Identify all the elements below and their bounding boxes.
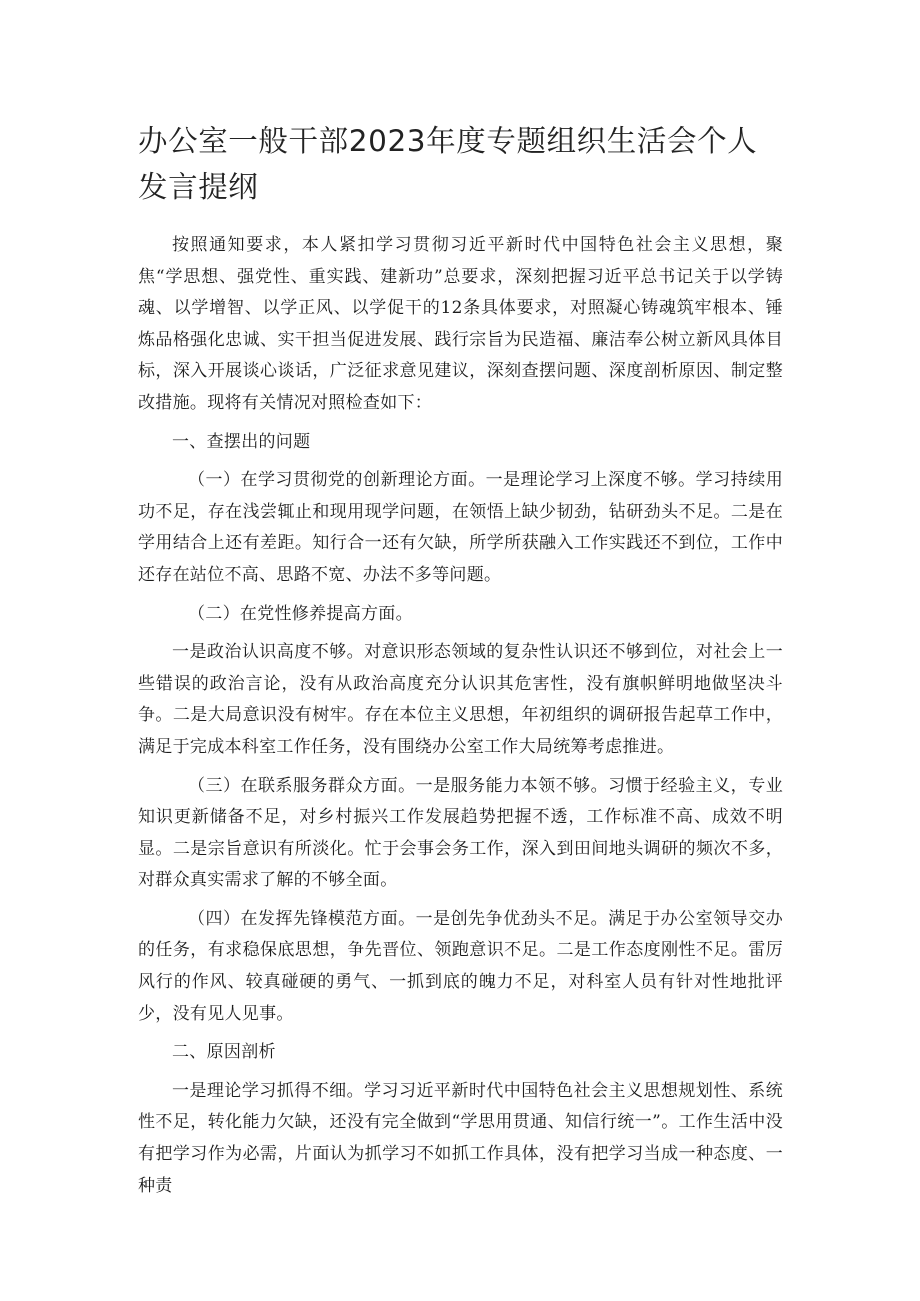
- problem-item-3: （三）在联系服务群众方面。一是服务能力本领不够。习惯于经验主义，专业知识更新储备不足，对乡村振兴工作发展趋势把握不透，工作标准不高、成效不明显。二是宗旨意识有所淡化。忙于会事会务工作，深入到田间地头调研的频次不多，对群众真实需求了解的不够全面。: [138, 775, 783, 891]
- section-heading-causes: 二、原因剖析: [172, 1042, 276, 1063]
- problem-item-4: （四）在发挥先锋模范方面。一是创先争优劲头不足。满足于办公室领导交办的任务，有求稳保底思想，争先晋位、领跑意识不足。二是工作态度刚性不足。雷厉风行的作风、较真碰硬的勇气、一抓到底的魄力不足，对科室人员有针对性地批评少，没有见人见事。: [138, 908, 783, 1024]
- problem-item-2: 一是政治认识高度不够。对意识形态领域的复杂性认识还不够到位，对社会上一些错误的政治言论，没有从政治高度充分认识其危害性，没有旗帜鲜明地做坚决斗争。二是大局意识没有树牢。存在本位主义思想，年初组织的调研报告起草工作中，满足于完成本科室工作任务，没有围绕办公室工作大局统筹考虑推进。: [138, 642, 783, 757]
- document-body: [138, 230, 783, 1202]
- problem-item-1: （一）在学习贯彻党的创新理论方面。一是理论学习上深度不够。学习持续用功不足，存在浅尝辄止和现用现学问题，在领悟上缺少韧劲，钻研劲头不足。二是在学用结合上还有差距。知行合一还有欠缺，所学所获融入工作实践还不到位，工作中还存在站位不高、思路不宽、办法不多等问题。: [138, 470, 783, 585]
- cause-paragraph-1: 一是理论学习抓得不细。学习习近平新时代中国特色社会主义思想规划性、系统性不足，转化能力欠缺，还没有完全做到“学思用贯通、知信行统一”。工作生活中没有把学习作为必需，片面认为抓学习不如抓工作具体，没有把学习当成一种态度、一种责: [138, 1080, 783, 1196]
- section-heading-problems: 一、查摆出的问题: [172, 431, 311, 452]
- problem-item-2-heading: （二）在党性修养提高方面。: [188, 603, 413, 624]
- document-title: 办公室一般干部2023年度专题组织生活会个人发言提纲: [138, 124, 758, 204]
- intro-paragraph: 按照通知要求，本人紧扣学习贯彻习近平新时代中国特色社会主义思想，聚焦“学思想、强党性、重实践、建新功”总要求，深刻把握习近平总书记关于以学铸魂、以学增智、以学正风、以学促干的12条具体要求，对照凝心铸魂筑牢根本、锤炼品格强化忠诚、实干担当促进发展、践行宗旨为民造福、廉洁奉公树立新风具体目标，深入开展谈心谈话，广泛征求意见建议，深刻查摆问题、深度剖析原因、制定整改措施。现将有关情况对照检查如下：: [138, 235, 783, 413]
